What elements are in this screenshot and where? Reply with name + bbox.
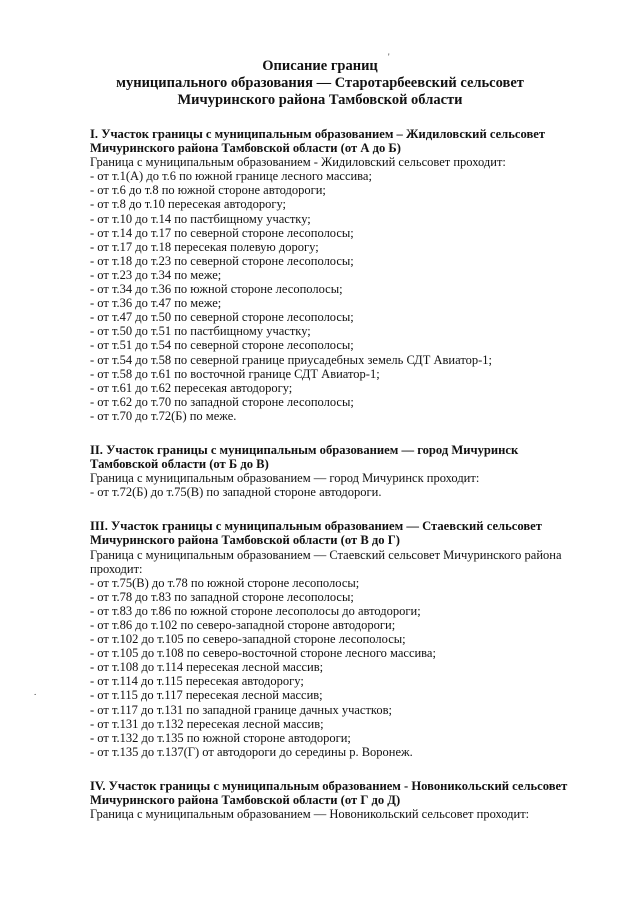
- segment-list: [90, 485, 610, 499]
- segment-item: - от т.135 до т.137(Г) от автодороги до середины р. Воронеж.: [90, 744, 413, 759]
- segment-item: - от т.36 до т.47 по меже;: [90, 296, 222, 311]
- segment-item: - от т.14 до т.17 по северной стороне лесополосы;: [90, 225, 354, 240]
- section-heading: [90, 443, 610, 471]
- segment-item: - от т.131 до т.132 пересекая лесной массив;: [90, 716, 324, 731]
- segment-item: - от т.34 до т.36 по южной стороне лесополосы;: [90, 282, 343, 297]
- section-heading-line: IV. Участок границы с муниципальным образованием - Новоникольский сельсовет: [90, 778, 568, 793]
- section-heading-line: Мичуринского района Тамбовской области (от А до Б): [90, 141, 401, 156]
- segment-item: - от т.1(А) до т.6 по южной границе лесного массива;: [90, 169, 372, 184]
- segment-item: - от т.115 до т.117 пересекая лесной массив;: [90, 688, 323, 703]
- section-intro: Граница с муниципальным образованием — Стаевский сельсовет Мичуринского района: [90, 547, 562, 562]
- segment-item: - от т.61 до т.62 пересекая автодорогу;: [90, 380, 293, 395]
- segment-item: - от т.86 до т.102 по северо-западной стороне автодороги;: [90, 618, 396, 632]
- section-1: [90, 127, 610, 423]
- scan-speck-mark: .: [34, 687, 37, 697]
- section-3: [90, 519, 610, 759]
- section-heading-line: Тамбовской области (от Б до В): [90, 457, 269, 472]
- segment-item: - от т.10 до т.14 по пастбищному участку;: [90, 211, 311, 226]
- segment-item: - от т.70 до т.72(Б) по меже.: [90, 408, 237, 423]
- segment-item: - от т.62 до т.70 по западной стороне лесополосы;: [90, 394, 354, 409]
- document-body: [90, 127, 610, 841]
- segment-list: [90, 576, 610, 759]
- section-heading: [90, 779, 610, 807]
- segment-item: - от т.72(Б) до т.75(В) по западной стороне автодороги.: [90, 485, 382, 500]
- segment-item: - от т.105 до т.108 по северо-восточной стороне лесного массива;: [90, 646, 436, 661]
- segment-item: - от т.102 до т.105 по северо-западной стороне лесополосы;: [90, 632, 406, 647]
- segment-item: - от т.50 до т.51 по пастбищному участку;: [90, 324, 311, 339]
- segment-item: - от т.108 до т.114 пересекая лесной массив;: [90, 660, 324, 675]
- section-heading: [90, 127, 610, 155]
- segment-item: - от т.132 до т.135 по южной стороне автодороги;: [90, 730, 351, 745]
- segment-item: - от т.114 до т.115 пересекая автодорогу;: [90, 674, 304, 689]
- section-heading-line: Мичуринского района Тамбовской области (от В до Г): [90, 533, 400, 548]
- segment-item: - от т.58 до т.61 по восточной границе СДТ Авиатор-1;: [90, 366, 380, 381]
- section-intro: Граница с муниципальным образованием - Жидиловский сельсовет проходит:: [90, 155, 506, 170]
- section-intro: Граница с муниципальным образованием — город Мичуринск проходит:: [90, 471, 480, 486]
- segment-item: - от т.117 до т.131 по западной границе дачных участков;: [90, 702, 392, 717]
- segment-item: - от т.83 до т.86 по южной стороне лесополосы до автодороги;: [90, 603, 421, 618]
- segment-item: - от т.75(В) до т.78 по южной стороне лесополосы;: [90, 575, 360, 590]
- segment-item: - от т.18 до т.23 по северной стороне лесополосы;: [90, 253, 354, 268]
- document-title: [0, 58, 640, 109]
- title-line: Мичуринского района Тамбовской области: [177, 92, 463, 108]
- section-intro: проходит:: [90, 561, 143, 576]
- section-heading-line: III. Участок границы с муниципальным образованием — Стаевский сельсовет: [90, 519, 542, 534]
- section-intro: Граница с муниципальным образованием — Новоникольский сельсовет проходит:: [90, 807, 530, 822]
- section-4: [90, 779, 610, 821]
- segment-item: - от т.47 до т.50 по северной стороне лесополосы;: [90, 310, 354, 325]
- segment-item: - от т.51 до т.54 по северной стороне лесополосы;: [90, 338, 354, 353]
- title-line: муниципального образования — Старотарбеевский сельсовет: [116, 75, 524, 91]
- section-heading: [90, 519, 610, 547]
- segment-item: - от т.54 до т.58 по северной границе приусадебных земель СДТ Авиатор-1;: [90, 352, 492, 367]
- segment-item: - от т.8 до т.10 пересекая автодорогу;: [90, 197, 287, 212]
- segment-item: - от т.17 до т.18 пересекая полевую дорогу;: [90, 239, 319, 254]
- section-heading-line: II. Участок границы с муниципальным образованием — город Мичуринск: [90, 442, 519, 457]
- segment-item: - от т.78 до т.83 по западной стороне лесополосы;: [90, 589, 354, 604]
- section-heading-line: Мичуринского района Тамбовской области (от Г до Д): [90, 793, 401, 808]
- section-2: [90, 443, 610, 499]
- segment-list: [90, 169, 610, 423]
- segment-item: - от т.23 до т.34 по меже;: [90, 267, 222, 282]
- scan-speck-mark: ': [388, 52, 390, 62]
- segment-item: - от т.6 до т.8 по южной стороне автодороги;: [90, 183, 326, 198]
- title-line: Описание границ: [262, 58, 378, 74]
- section-heading-line: I. Участок границы с муниципальным образованием – Жидиловский сельсовет: [90, 127, 546, 141]
